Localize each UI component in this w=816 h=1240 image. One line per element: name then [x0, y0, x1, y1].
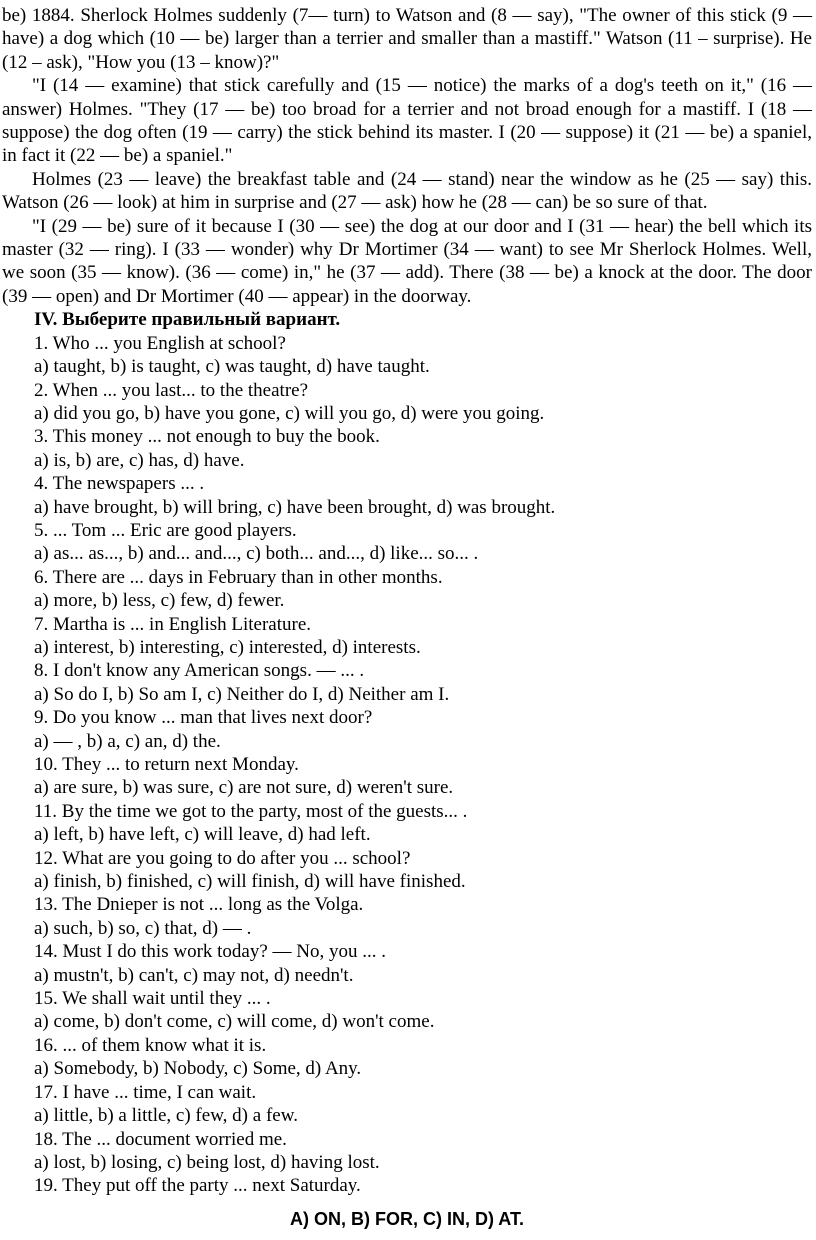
answer-options-14: a) mustn't, b) can't, c) may not, d) needn't.: [34, 964, 354, 986]
answer-options-2: a) did you go, b) have you gone, c) will you go, d) were you going.: [34, 402, 545, 424]
paragraph-2: "I (14 — examine) that stick carefully and (15 — notice) the marks of a dog's teeth on it," (16 — answer) Holmes. "They (17 — be) too broad for a terrier and not broad enough for a mastiff. I (18 — suppose) the dog often (19 — carry) the stick behind its master. I (20 — suppose) it (21 — be) a spaniel, in fact it (22 — be) a spaniel.": [2, 75, 812, 167]
answer-options-16: a) Somebody, b) Nobody, c) Some, d) Any.: [34, 1058, 362, 1080]
answer-options-13: a) such, b) so, c) that, d) — .: [34, 917, 252, 939]
answer-options-1: a) taught, b) is taught, c) was taught, d) have taught.: [34, 356, 430, 378]
question-12: 12. What are you going to do after you ... school?: [34, 847, 411, 869]
answer-options-4: a) have brought, b) will bring, c) have been brought, d) was brought.: [34, 496, 556, 518]
question-6: 6. There are ... days in February than in other months.: [34, 566, 443, 588]
answer-options-5: a) as... as..., b) and... and..., c) both... and..., d) like... so... .: [34, 543, 479, 565]
question-18: 18. The ... document worried me.: [34, 1128, 287, 1150]
question-17: 17. I have ... time, I can wait.: [34, 1081, 257, 1103]
answer-options-6: a) more, b) less, c) few, d) fewer.: [34, 590, 285, 612]
question-8: 8. I don't know any American songs. — ... .: [34, 660, 365, 682]
answer-options-8: a) So do I, b) So am I, c) Neither do I, d) Neither am I.: [34, 683, 450, 705]
question-1: 1. Who ... you English at school?: [34, 332, 286, 354]
answer-options-12: a) finish, b) finished, c) will finish, d) will have finished.: [34, 871, 466, 893]
question-16: 16. ... of them know what it is.: [34, 1034, 267, 1056]
answer-options-7: a) interest, b) interesting, c) interested, d) interests.: [34, 636, 421, 658]
question-11: 11. By the time we got to the party, most of the guests... .: [34, 800, 468, 822]
question-7: 7. Martha is ... in English Literature.: [34, 613, 312, 635]
answer-options-11: a) left, b) have left, c) will leave, d) had left.: [34, 824, 371, 846]
question-2: 2. When ... you last... to the theatre?: [34, 379, 309, 401]
question-13: 13. The Dnieper is not ... long as the Volga.: [34, 894, 364, 916]
paragraph-4: "I (29 — be) sure of it because I (30 — see) the dog at our door and I (31 — hear) the bell which its master (32 — ring). I (33 — wonder) why Dr Mortimer (34 — want) to see Mr Sherlock Holmes. Well, we soon (35 — know). (36 — come) in," he (37 — add). There (38 — be) a knock at the door. The door (39 — open) and Dr Mortimer (40 — appear) in the doorway.: [2, 215, 812, 307]
question-list: [2, 332, 812, 1198]
answer-options-9: a) — , b) a, c) an, d) the.: [34, 730, 221, 752]
question-15: 15. We shall wait until they ... .: [34, 988, 271, 1010]
answer-options-3: a) is, b) are, c) has, d) have.: [34, 449, 245, 471]
question-19: 19. They put off the party ... next Saturday.: [34, 1175, 361, 1197]
answer-options-17: a) little, b) a little, c) few, d) a few.: [34, 1105, 298, 1127]
question-3: 3. This money ... not enough to buy the book.: [34, 426, 380, 448]
paragraph-3: Holmes (23 — leave) the breakfast table and (24 — stand) near the window as he (25 — say) this. Watson (26 — look) at him in surprise and (27 — ask) how he (28 — can) be so sure of that.: [2, 168, 812, 214]
question-5: 5. ... Tom ... Eric are good players.: [34, 519, 297, 541]
section-heading: IV. Выберите правильный вариант.: [34, 309, 341, 331]
answer-options-15: a) come, b) don't come, c) will come, d) won't come.: [34, 1011, 435, 1033]
question-9: 9. Do you know ... man that lives next door?: [34, 707, 373, 729]
question-10: 10. They ... to return next Monday.: [34, 754, 299, 775]
answer-options-18: a) lost, b) losing, c) being lost, d) having lost.: [34, 1151, 380, 1173]
answer-options-19: A) ON, B) FOR, C) IN, D) AT.: [290, 1208, 524, 1229]
question-14: 14. Must I do this work today? — No, you ... .: [34, 941, 387, 963]
question-4: 4. The newspapers ... .: [34, 473, 205, 495]
paragraph-1: be) 1884. Sherlock Holmes suddenly (7— turn) to Watson and (8 — say), "The owner of this stick (9 — have) a dog which (10 — be) larger than a terrier and smaller than a mastiff." Watson (11 – surprise). He (12 – ask), "How you (13 – know)?": [2, 5, 812, 73]
answer-options-10: a) are sure, b) was sure, c) are not sure, d) weren't sure.: [34, 777, 454, 799]
